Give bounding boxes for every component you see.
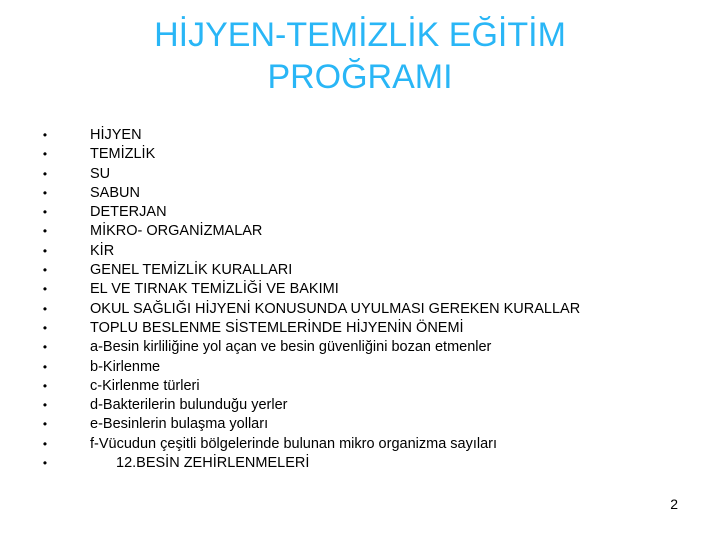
bullet-icon: •: [42, 185, 48, 200]
list-item-text: HİJYEN: [90, 127, 142, 143]
list-item: [40, 184, 580, 203]
bullet-icon: •: [42, 243, 48, 258]
bullet-icon: •: [42, 436, 48, 451]
bullet-icon: •: [42, 359, 48, 374]
bullet-icon: •: [42, 224, 48, 239]
bullet-icon: •: [42, 301, 48, 316]
bullet-icon: •: [42, 378, 48, 393]
bullet-icon: •: [42, 417, 48, 432]
bullet-icon: •: [42, 166, 48, 181]
list-item-text: c-Kirlenme türleri: [90, 377, 200, 394]
topic-list: [40, 126, 580, 473]
slide-title-line-1: HİJYEN-TEMİZLİK EĞİTİM: [154, 16, 566, 54]
bullet-icon: •: [42, 205, 48, 220]
list-item: [40, 454, 580, 473]
list-item: [40, 338, 580, 357]
bullet-icon: •: [42, 398, 48, 413]
list-item-text: SABUN: [90, 184, 140, 201]
bullet-icon: •: [42, 128, 48, 142]
list-item-text: SU: [90, 165, 111, 182]
list-item: [40, 435, 580, 454]
list-item: [40, 396, 580, 415]
slide-title-line-2: PROĞRAMI: [267, 58, 453, 96]
list-item: [40, 415, 580, 434]
list-item: [40, 280, 580, 299]
bullet-icon: •: [42, 263, 48, 278]
page-number: 2: [670, 496, 678, 512]
list-item: [40, 377, 580, 396]
list-item-text: EL VE TIRNAK TEMİZLİĞİ VE BAKIMI: [90, 281, 339, 298]
list-item-text: GENEL TEMİZLİK KURALLARI: [90, 262, 293, 279]
bullet-icon: •: [42, 320, 48, 335]
list-item-text: MİKRO- ORGANİZMALAR: [90, 223, 263, 240]
list-item-text: a-Besin kirliliğine yol açan ve besin güvenliğini bozan etmenler: [90, 339, 492, 356]
list-item: [40, 165, 580, 184]
list-item: [40, 300, 580, 319]
bullet-icon: •: [42, 147, 48, 162]
list-item-text: DETERJAN: [90, 204, 167, 221]
list-item-text: b-Kirlenme: [90, 358, 161, 375]
list-item-text: e-Besinlerin bulaşma yolları: [90, 416, 269, 433]
list-item: [40, 222, 580, 241]
list-item: [40, 242, 580, 261]
list-item: [40, 145, 580, 164]
list-item: [40, 203, 580, 222]
list-item-text: f-Vücudun çeşitli bölgelerinde bulunan mikro organizma sayıları: [90, 435, 498, 452]
list-item-text: OKUL SAĞLIĞI HİJYENİ KONUSUNDA UYULMASI GEREKEN KURALLAR: [90, 300, 581, 317]
list-item-text: TOPLU BESLENME SİSTEMLERİNDE HİJYENİN ÖNEMİ: [90, 319, 464, 336]
bullet-icon: •: [42, 456, 48, 471]
list-item: [40, 358, 580, 377]
bullet-icon: •: [42, 282, 48, 297]
list-item: [40, 261, 580, 280]
list-item: [40, 126, 580, 145]
list-item-text: 12.BESİN ZEHİRLENMELERİ: [116, 455, 310, 472]
list-item-text: KİR: [90, 242, 115, 259]
slide-title: [0, 14, 720, 98]
list-item-text: TEMİZLİK: [90, 146, 156, 163]
bullet-icon: •: [42, 340, 48, 355]
list-item-text: d-Bakterilerin bulunduğu yerler: [90, 397, 288, 414]
list-item: [40, 319, 580, 338]
